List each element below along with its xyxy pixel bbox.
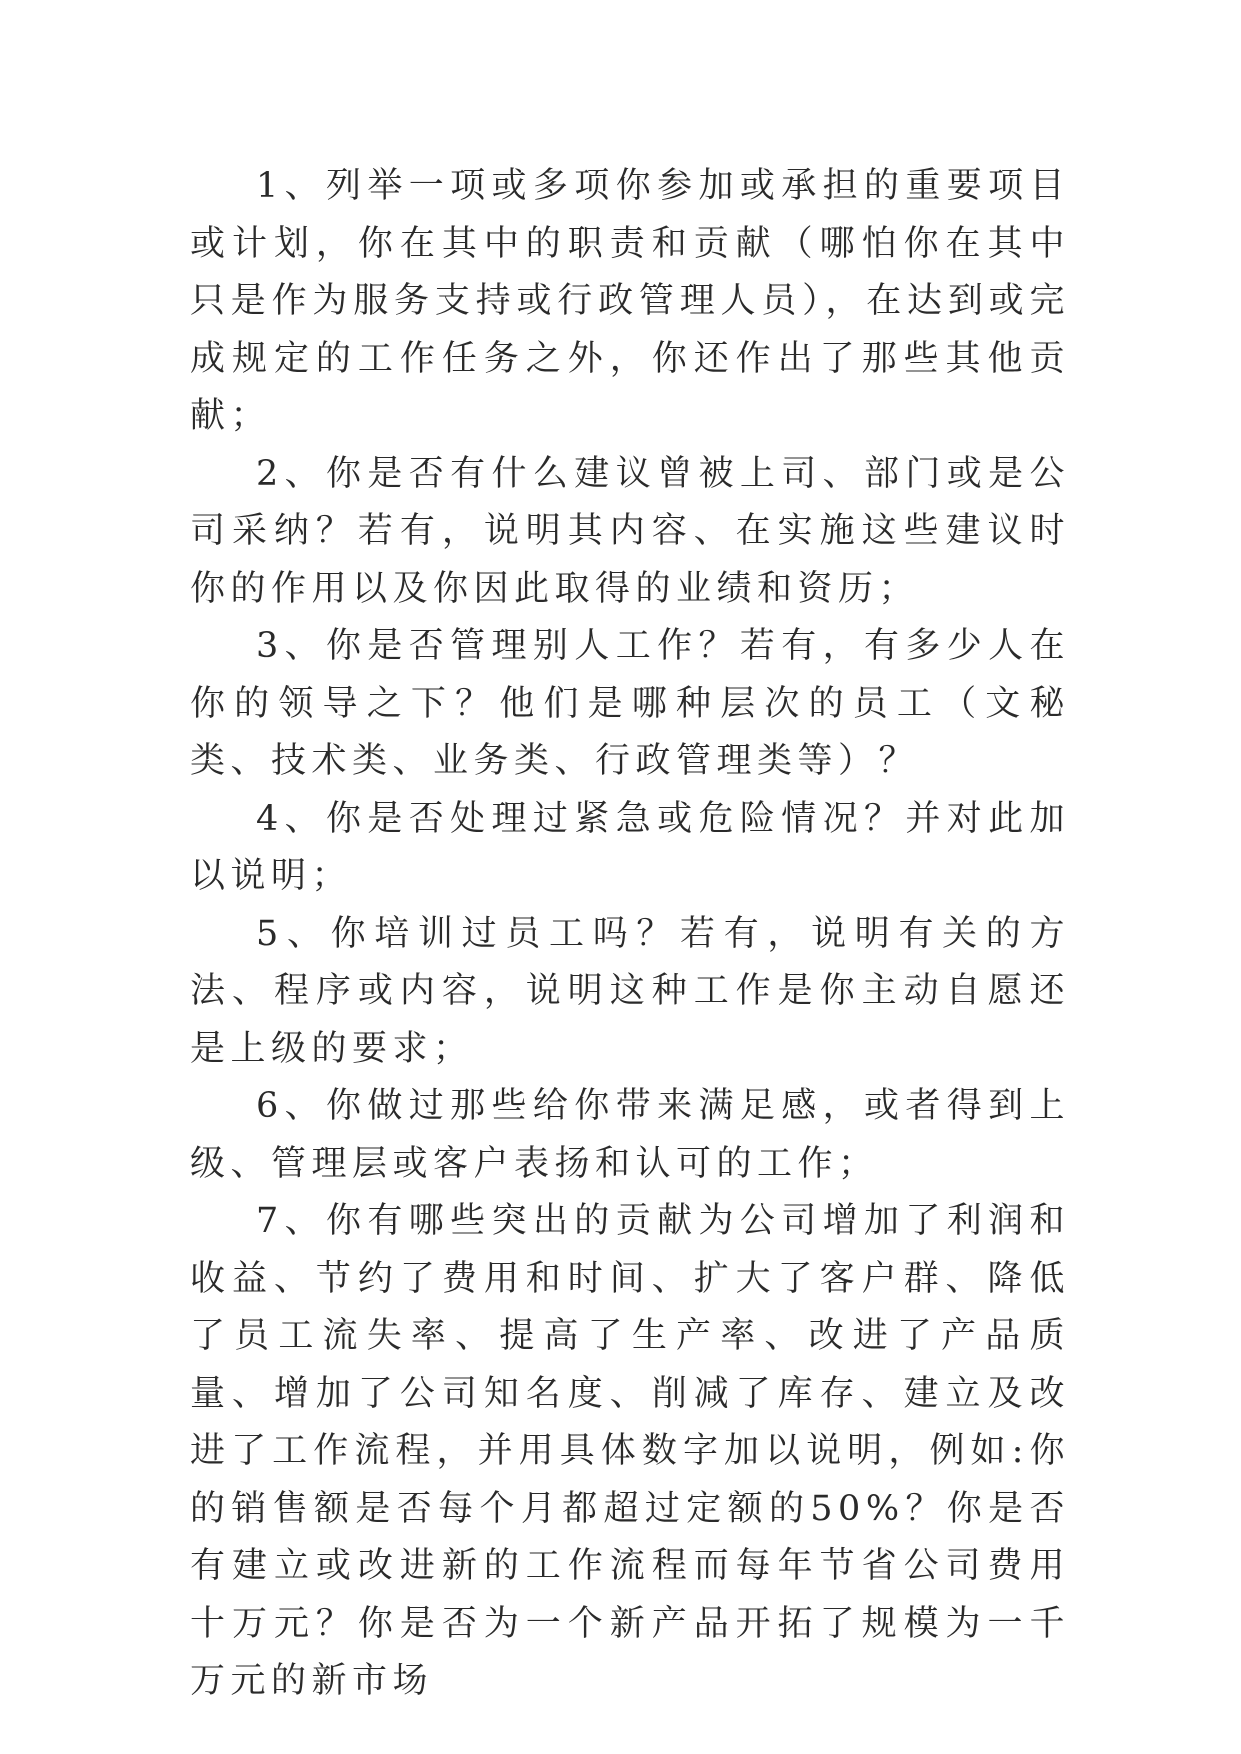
paragraph-item-1: 1、列举一项或多项你参加或承担的重要项目或计划，你在其中的职责和贡献（哪怕你在其中只是作为服务支持或行政管理人员），在达到或完成规定的工作任务之外，你还作出了那些其他贡献； bbox=[190, 166, 1070, 436]
paragraph-item-7: 7、你有哪些突出的贡献为公司增加了利润和收益、节约了费用和时间、扩大了客户群、降低了员工流失率、提高了生产率、改进了产品质量、增加了公司知名度、削减了库存、建立及改进了工作流程，并用具体数字加以说明，例如:你的销售额是否每个月都超过定额的50%？你是否有建立或改进新的工作流程而每年节省公司费用十万元？你是否为一个新产品开拓了规模为一千万元的新市场 bbox=[190, 1201, 1070, 1701]
paragraph-item-6: 6、你做过那些给你带来满足感，或者得到上级、管理层或客户表扬和认可的工作； bbox=[190, 1086, 1070, 1184]
paragraph-item-2: 2、你是否有什么建议曾被上司、部门或是公司采纳？若有，说明其内容、在实施这些建议时你的作用以及你因此取得的业绩和资历； bbox=[190, 453, 1070, 609]
paragraph-item-5: 5、你培训过员工吗？若有，说明有关的方法、程序或内容，说明这种工作是你主动自愿还是上级的要求； bbox=[190, 913, 1070, 1069]
paragraph-item-3: 3、你是否管理别人工作？若有，有多少人在你的领导之下？他们是哪种层次的员工（文秘类、技术类、业务类、行政管理类等）？ bbox=[190, 626, 1070, 781]
paragraph-item-4: 4、你是否处理过紧急或危险情况？并对此加以说明； bbox=[190, 798, 1070, 896]
document-body bbox=[190, 158, 1070, 1711]
